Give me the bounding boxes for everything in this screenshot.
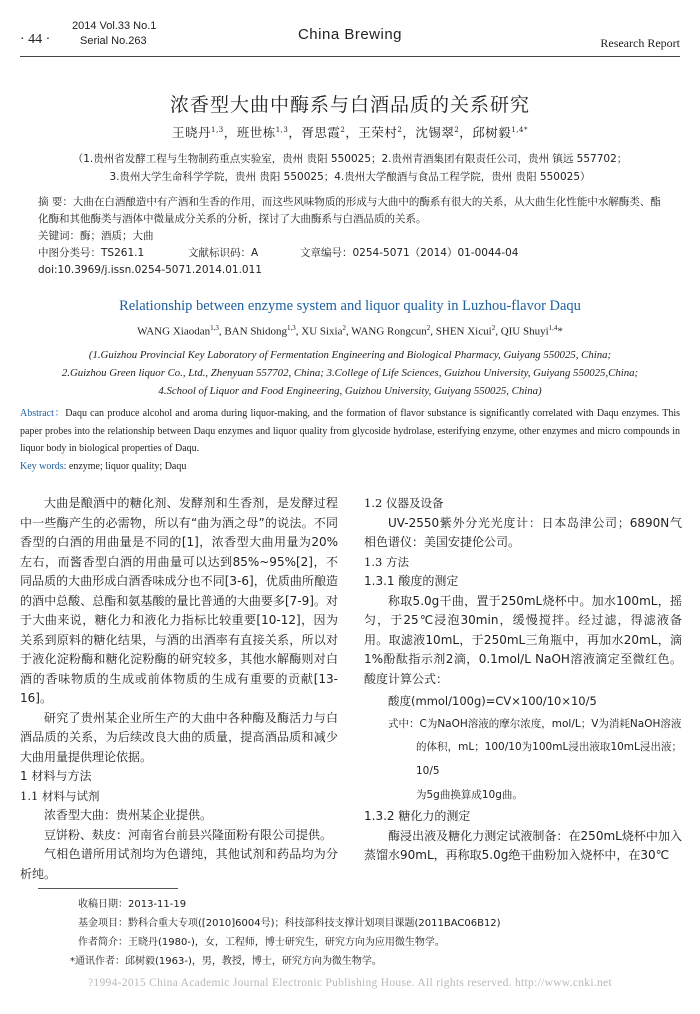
abstract-text: Daqu can produce alcohol and aroma during liquor-making, and the formation of flavor substance is significantly correlated with Daqu enzymes. This paper probes into the relationship between Daqu enzymes and liquor quality from glycoside hydrolase, esterifying enzyme, other enzymes and micro compounds in liquor body in biological properties of Daqu. [20,408,680,454]
article-number: 文章编号：0254-5071（2014）01-0044-04 [300,247,519,259]
english-affiliation-line: (1.Guizhou Provincial Key Laboratory of Fermentation Engineering and Biological Pharmacy, Guiyang 550025, China; [88,349,612,361]
section-name: Research Report [600,36,680,50]
abstract-label: Abstract： [20,408,66,419]
fund-info: 基金项目：黔科合重大专项([2010]6004号)；科技部科技支撑计划项目课题(2011BAC06B12) [78,918,501,929]
corresponding-author: *通讯作者：邱树毅(1963-)，男，教授，博士，研究方向为微生物学。 [70,956,382,967]
page-number: · 44 · [20,32,51,47]
received-date: 收稿日期：2013-11-19 [78,899,187,910]
page-header [0,0,700,62]
footnote-rule [38,888,178,889]
method-paragraph: 酶浸出液及糖化力测定试液制备：在250mL烧杯中加入蒸馏水90mL，再称取5.0g绝干曲粉加入烧杯中，在30℃ [364,828,682,862]
body-paragraph: 研究了贵州某企业所生产的大曲中各种酶及酶活力与白酒品质的关系，为后续改良大曲的质量，提高酒品质和减少大曲用量提供理论依据。 [20,710,338,764]
chinese-keywords: 关键词：酶；酒质；大曲 [38,230,154,242]
material-item: 浓香型大曲：贵州某企业提供。 [44,808,213,822]
footnotes [70,895,678,971]
method-paragraph: 称取5.0g干曲，置于250mL烧杯中。加水100mL，摇匀，于25℃浸泡30min，缓慢搅拌。经过滤，得滤液备用。取滤液10mL，于250mL三角瓶中，再加水20mL，滴1%酚酞指示剂2滴，0.1mol/L NaOH溶液滴定至微红色。酸度计算公式： [364,593,682,686]
volume-line: 2014 Vol.33 No.1 [72,20,157,32]
journal-name: China Brewing [297,26,403,43]
chinese-abstract-block [38,194,668,279]
keywords-text: enzyme; liquor quality; Daqu [66,460,187,472]
formula-note: 为5g曲换算成10g曲。 [416,789,523,801]
english-abstract-block [20,405,680,475]
subsection-heading: 1.2 仪器及设备 [364,496,444,510]
english-keywords [20,458,680,476]
doi: doi:10.3969/j.issn.0254-5071.2014.01.011 [38,264,262,276]
header-rule [20,56,680,57]
author-bio: 作者简介：王晓丹(1980-)，女，工程师，博士研究生，研究方向为应用微生物学。 [78,937,445,948]
formula-note: 式中：C为NaOH溶液的摩尔浓度，mol/L；V为消耗NaOH溶液 [388,718,682,730]
subsection-heading: 1.1 材料与试剂 [20,788,100,803]
english-affiliation-line: 2.Guizhou Green liquor Co., Ltd., Zhenyuan 557702, China; 3.College of Life Sciences, Guizhou University, Guiyang 550025,China; [61,367,639,379]
chinese-abstract: 摘 要：大曲在白酒酿造中有产酒和生香的作用，而这些风味物质的形成与大曲中的酶系有很大的关系，从大曲生化性能中水解酶类、酯化酶和其他酶类与酒体中微量成分关系的分析，探讨了大曲酶系与白酒品质的关系。 [38,196,661,225]
body-paragraph: 大曲是酿酒中的糖化剂、发酵剂和生香剂，是发酵过程中一些酶产生的必需物，所以有“曲为酒之母”的说法。不同香型的白酒的用曲量是不同的[1]，浓香型大曲用量为20%左右，而酱香型白酒的用曲量可以达到85%~95%[2]，不同品质的大曲形成白酒香味成分也不同[3-6]，优质曲所酿造的酒中总酸、总酯和氨基酸的量比普通的大曲要多[7-9]。对于大曲来说，糖化力和液化力指标比较重要[10-12]，因为关系到原料的糖化结果，与酒的出酒率有直接关系，所以对于液化淀粉酶和糖化淀粉酶的研究较多，其他水解酶则对白酒的香味物质的生成或前体物质的生成有重要的贡献[13-16]。 [20,496,338,705]
clc-number: 中图分类号：TS261.1 [38,247,145,259]
body-right-column [364,494,682,866]
english-affiliations [20,346,680,400]
english-authors: WANG Xiaodan$^{1,3}$, BAN Shidong$^{1,3}$, XU Sixia$^2$, WANG Rongcun$^2$, SHEN Xicui$^2$, QIU Shuyi$^{1,4}$* [137,324,563,338]
acidity-formula: 酸度(mmol/100g)=CV×100/10×10/5 [388,694,597,708]
document-code: 文献标识码：A [188,247,259,259]
body-left-column [20,494,338,884]
affiliation-line: （1.贵州省发酵工程与生物制药重点实验室，贵州 贵阳 550025；2.贵州青酒集团有限责任公司，贵州 镇远 557702； [72,153,628,165]
english-abstract [20,405,680,458]
formula-note: 的体积，mL；100/10为100mL浸出液取10mL浸出液；10/5 [416,741,682,777]
classification-row [38,245,668,262]
material-item: 豆饼粉、麸皮：河南省台前县兴隆面粉有限公司提供。 [44,827,333,842]
copyright-watermark: ?1994-2015 China Academic Journal Electronic Publishing House. All rights reserved. http://www.cnki.net [88,977,612,989]
serial-line: Serial No.263 [80,35,147,47]
material-item: 气相色谱所用试剂均为色谱纯，其他试剂和药品均为分析纯。 [20,847,338,881]
section-heading: 1 材料与方法 [20,769,92,783]
article-authors: 王晓丹$^{1,3}$，班世栋$^{1,3}$，胥思霞$^2$，王荣村$^2$，沈锡翠$^2$，邱树毅$^{1,4*}$ [172,125,528,140]
article-title: 浓香型大曲中酶系与白酒品质的关系研究 [169,94,530,116]
instrument-list: UV-2550紫外分光光度计：日本岛津公司；6890N气相色谱仪：美国安捷伦公司。 [364,515,682,549]
subsection-heading: 1.3 方法 [364,554,409,569]
subsubsection-heading: 1.3.2 糖化力的测定 [364,809,471,823]
keywords-label: Key words: [20,460,67,472]
affiliation-line: 3.贵州大学生命科学学院，贵州 贵阳 550025；4.贵州大学酿酒与食品工程学院，贵州 贵阳 550025） [109,171,591,183]
affiliations [40,150,660,186]
subsubsection-heading: 1.3.1 酸度的测定 [364,574,459,588]
english-title: Relationship between enzyme system and liquor quality in Luzhou-flavor Daqu [119,298,581,314]
english-affiliation-line: 4.School of Liquor and Food Engineering, Guizhou University, Guiyang 550025, China) [158,385,542,397]
